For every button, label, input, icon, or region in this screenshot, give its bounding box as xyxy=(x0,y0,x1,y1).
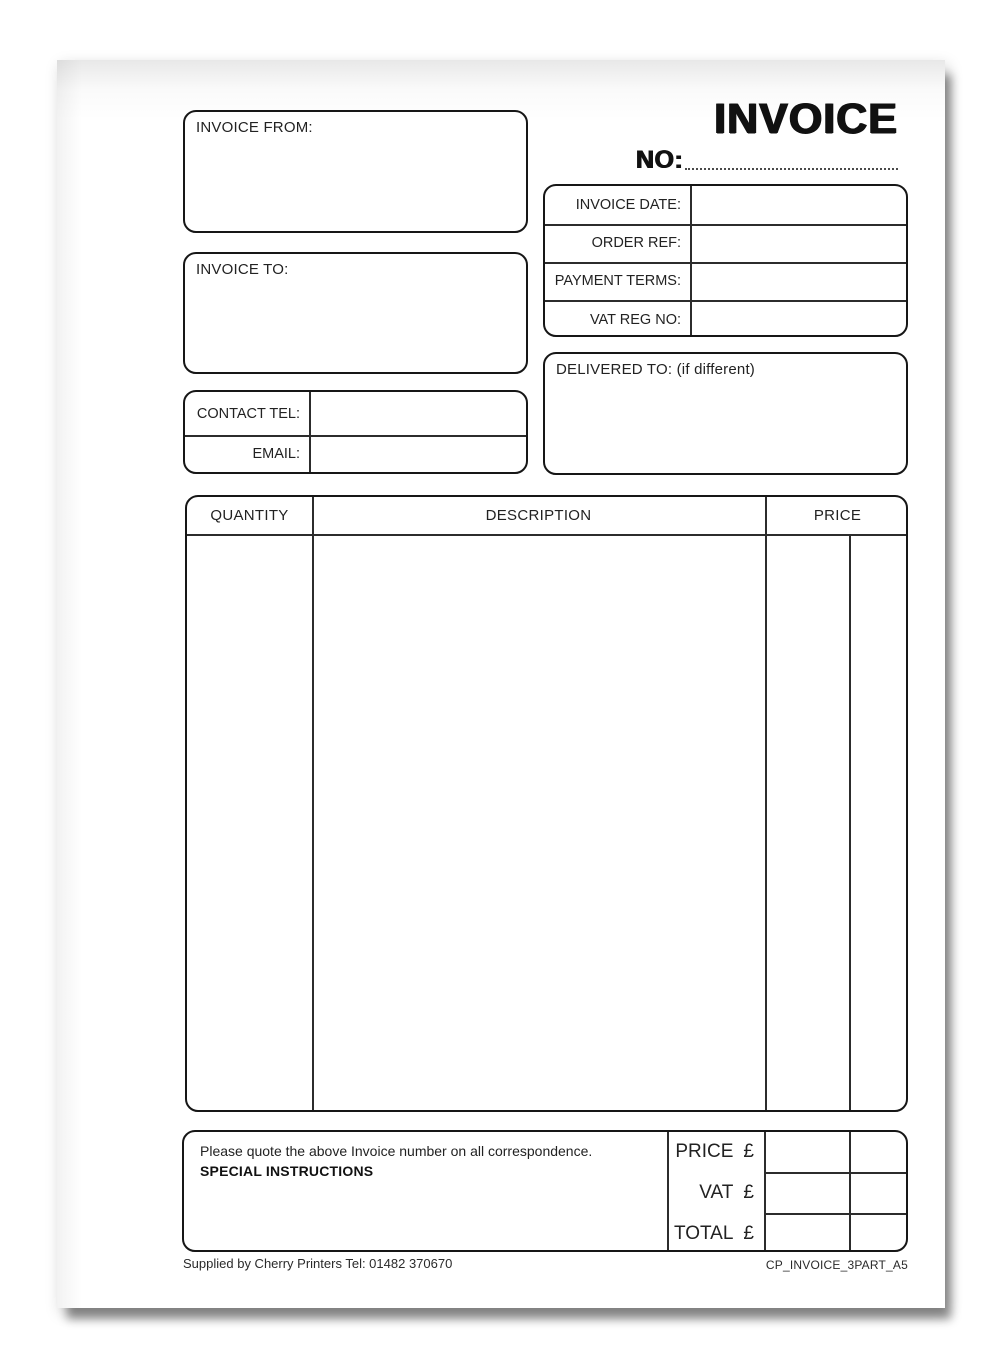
invoice-from-box xyxy=(183,110,528,233)
vat-reg-no-label: VAT REG NO: xyxy=(589,311,681,328)
contact-tel-label: CONTACT TEL: xyxy=(196,405,300,422)
correspondence-note: Please quote the above Invoice number on all correspondence. xyxy=(200,1143,593,1159)
price-total-label: PRICE xyxy=(675,1141,734,1162)
payment-terms-value-cell xyxy=(690,262,906,300)
price-pence-body-cell xyxy=(849,534,906,1110)
total-pounds-cell xyxy=(764,1213,849,1250)
items-table xyxy=(185,495,908,1112)
quantity-header: QUANTITY xyxy=(210,507,289,524)
description-header: DESCRIPTION xyxy=(485,507,592,524)
invoice-number-row xyxy=(636,148,898,173)
invoice-to-label: INVOICE TO: xyxy=(196,261,289,278)
price-pence-cell xyxy=(849,1132,906,1172)
vat-pounds-cell xyxy=(764,1172,849,1213)
contact-box xyxy=(183,390,528,474)
grand-total-row xyxy=(667,1213,764,1254)
vat-total-label: VAT xyxy=(699,1181,734,1203)
delivered-to-label: DELIVERED TO: (if different) xyxy=(556,361,756,378)
supplier-credit: Supplied by Cherry Printers Tel: 01482 370670 xyxy=(183,1256,453,1271)
price-total-row xyxy=(667,1132,764,1172)
vat-reg-no-value-cell xyxy=(690,300,906,335)
special-instructions-label: SPECIAL INSTRUCTIONS xyxy=(200,1163,374,1180)
vat-pence-cell xyxy=(849,1172,906,1213)
quantity-body-cell xyxy=(187,534,312,1110)
page-title: INVOICE xyxy=(714,95,898,143)
invoice-date-value-cell xyxy=(690,186,906,224)
order-ref-value-cell xyxy=(690,224,906,262)
product-code: CP_INVOICE_3PART_A5 xyxy=(765,1258,908,1272)
vat-total-row xyxy=(667,1172,764,1213)
invoice-meta-table xyxy=(543,184,908,337)
invoice-form-page xyxy=(57,60,945,1308)
email-label: EMAIL: xyxy=(252,445,300,462)
order-ref-label: ORDER REF: xyxy=(591,235,681,251)
description-body-cell xyxy=(312,534,765,1110)
notes-block xyxy=(200,1141,656,1182)
pound-sign: £ xyxy=(743,1141,754,1162)
invoice-date-label: INVOICE DATE: xyxy=(575,197,681,213)
pound-sign: £ xyxy=(743,1181,754,1203)
notes-and-totals-box xyxy=(182,1130,908,1252)
invoice-number-blank-line xyxy=(685,168,898,170)
pound-sign: £ xyxy=(743,1222,754,1244)
price-header: PRICE xyxy=(813,507,862,524)
email-value-cell xyxy=(309,435,526,472)
invoice-from-label: INVOICE FROM: xyxy=(196,119,313,136)
delivered-to-box xyxy=(543,352,908,475)
invoice-number-label: NO: xyxy=(636,146,684,174)
total-pence-cell xyxy=(849,1213,906,1250)
invoice-to-box xyxy=(183,252,528,374)
grand-total-label: TOTAL xyxy=(673,1222,734,1244)
contact-tel-value-cell xyxy=(309,392,526,435)
price-pounds-body-cell xyxy=(765,534,849,1110)
payment-terms-label: PAYMENT TERMS: xyxy=(554,273,681,289)
price-pounds-cell xyxy=(764,1132,849,1172)
